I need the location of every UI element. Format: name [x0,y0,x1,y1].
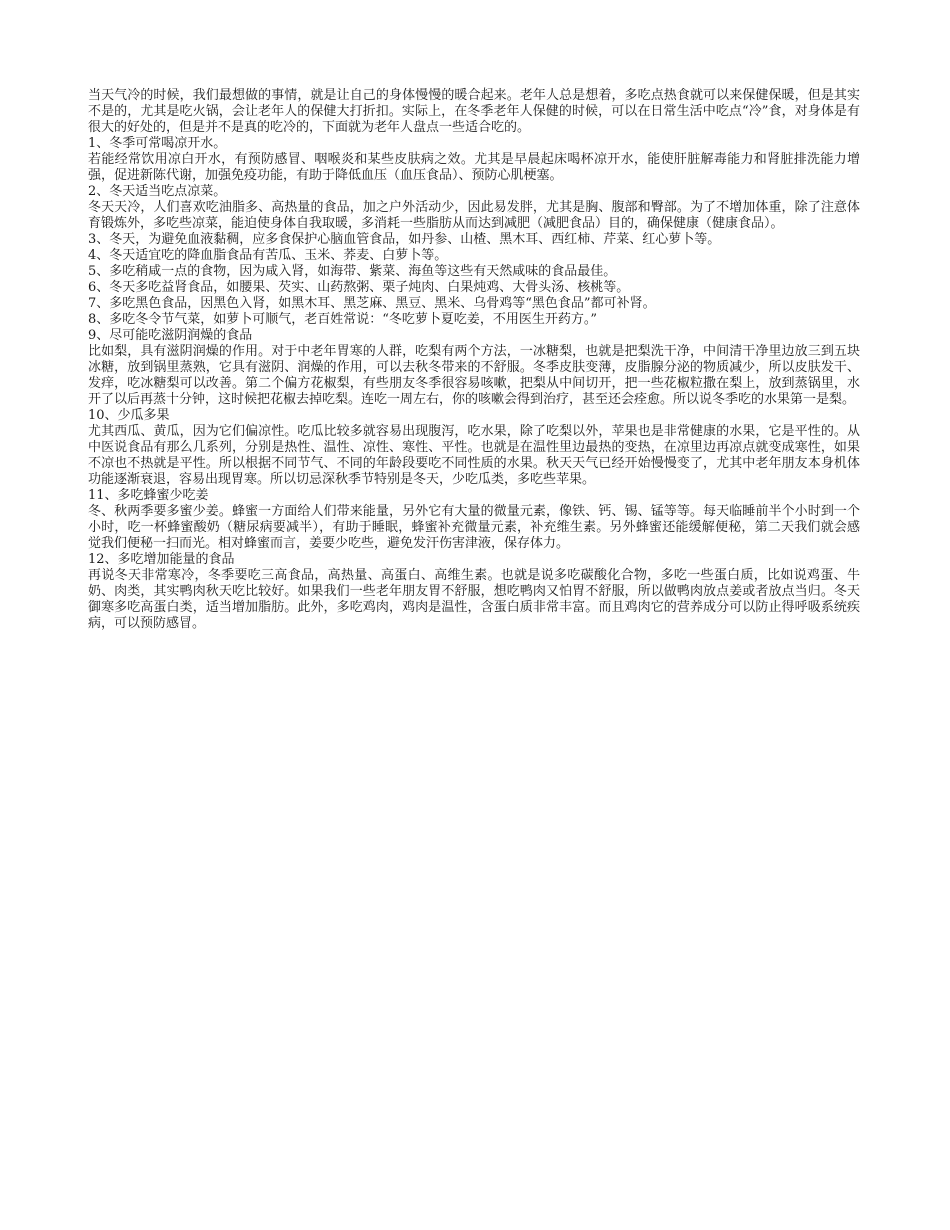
item-3: 3、冬天，为避免血液黏稠，应多食保护心脑血管食品，如丹参、山楂、黑木耳、西红柿、芹菜、红心萝卜等。 [88,232,721,247]
intro-paragraph: 当天气冷的时候，我们最想做的事情，就是让自己的身体慢慢的暖合起来。老年人总是想着，多吃点热食就可以来保健保暖，但是其实不是的，尤其是吃火锅，会让老年人的保健大打折扣。实际上，在冬季老年人保健的时候，可以在日常生活中吃点“冷”食，对身体是有很大的好处的，但是并不是真的吃冷的，下面就为老年人盘点一些适合吃的。 [88,88,860,135]
item-6: 6、冬天多吃益肾食品，如腰果、芡实、山药熬粥、栗子炖肉、白果炖鸡、大骨头汤、核桃等。 [88,280,630,295]
heading-12: 12、多吃增加能量的食品 [88,552,235,567]
paragraph-12: 再说冬天非常寒冷，冬季要吃三高食品，高热量、高蛋白、高维生素。也就是说多吃碳酸化合物，多吃一些蛋白质，比如说鸡蛋、牛奶、肉类，其实鸭肉秋天吃比较好。如果我们一些老年朋友胃不舒服，想吃鸭肉又怕胃不舒服，所以做鸭肉放点姜或者放点当归。冬天御寒多吃高蛋白类，适当增加脂肪。此外，多吃鸡肉，鸡肉是温性，含蛋白质非常丰富。而且鸡肉它的营养成分可以防止得呼吸系统疾病，可以预防感冒。 [88,568,860,631]
paragraph-9: 比如梨，具有滋阴润燥的作用。对于中老年胃寒的人群，吃梨有两个方法，一冰糖梨，也就是把梨洗干净，中间清干净里边放三到五块冰糖，放到锅里蒸熟，它具有滋阴、润燥的作用，可以去秋冬带来的不舒服。冬季皮肤变薄，皮脂腺分泌的物质减少，所以皮肤发干、发痒，吃冰糖梨可以改善。第二个偏方花椒梨，有些朋友冬季很容易咳嗽，把梨从中间切开，把一些花椒粒撒在梨上，放到蒸锅里，水开了以后再蒸十分钟，这时候把花椒去掉吃梨。连吃一周左右，你的咳嗽会得到治疗，甚至还会痊愈。所以说冬季吃的水果第一是梨。 [88,344,860,407]
heading-11: 11、多吃蜂蜜少吃姜 [88,488,209,503]
item-4: 4、冬天适宜吃的降血脂食品有苦瓜、玉米、荞麦、白萝卜等。 [88,248,448,263]
paragraph-11: 冬、秋两季要多蜜少姜。蜂蜜一方面给人们带来能量，另外它有大量的微量元素，像铁、钙、锡、锰等等。每天临睡前半个小时到一个小时，吃一杯蜂蜜酸奶（糖尿病要减半），有助于睡眠，蜂蜜补充微量元素，补充维生素。另外蜂蜜还能缓解便秘，第二天我们就会感觉我们便秘一扫而光。相对蜂蜜而言，姜要少吃些，避免发汗伤害津液，保存体力。 [88,504,860,551]
item-8: 8、多吃冬令节气菜，如萝卜可顺气，老百姓常说：“冬吃萝卜夏吃姜，不用医生开药方。” [88,312,598,327]
heading-10: 10、少瓜多果 [88,408,170,423]
item-5: 5、多吃稍咸一点的食物，因为咸入肾，如海带、紫菜、海鱼等这些有天然咸味的食品最佳。 [88,264,617,279]
item-7: 7、多吃黑色食品，因黑色入肾，如黑木耳、黑芝麻、黑豆、黑米、乌骨鸡等“黑色食品”都可补肾。 [88,296,656,311]
paragraph-1: 若能经常饮用凉白开水，有预防感冒、咽喉炎和某些皮肤病之效。尤其是早晨起床喝杯凉开水，能使肝脏解毒能力和肾脏排洗能力增强，促进新陈代谢，加强免疫功能，有助于降低血压（血压食品）、预防心肌梗塞。 [88,152,860,183]
heading-2: 2、冬天适当吃点凉菜。 [88,184,227,199]
heading-9: 9、尽可能吃滋阴润燥的食品 [88,328,253,343]
paragraph-10: 尤其西瓜、黄瓜，因为它们偏凉性。吃瓜比较多就容易出现腹泻，吃水果，除了吃梨以外，苹果也是非常健康的水果，它是平性的。从中医说食品有那么几系列，分别是热性、温性、凉性、寒性、平性。也就是在温性里边最热的变热，在凉里边再凉点就变成寒性，如果不凉也不热就是平性。所以根据不同节气、不同的年龄段要吃不同性质的水果。秋天天气已经开始慢慢变了，尤其中老年朋友本身机体功能逐渐衰退，容易出现胃寒。所以切忌深秋季节特别是冬天，少吃瓜类，多吃些苹果。 [88,424,860,487]
document-body [88,88,860,632]
heading-1: 1、冬季可常喝凉开水。 [88,136,227,151]
paragraph-2: 冬天天冷，人们喜欢吃油脂多、高热量的食品，加之户外活动少，因此易发胖，尤其是胸、腹部和臀部。为了不增加体重，除了注意体育锻炼外，多吃些凉菜，能迫使身体自我取暖，多消耗一些脂肪从而达到减肥（减肥食品）目的，确保健康（健康食品）。 [88,200,860,231]
